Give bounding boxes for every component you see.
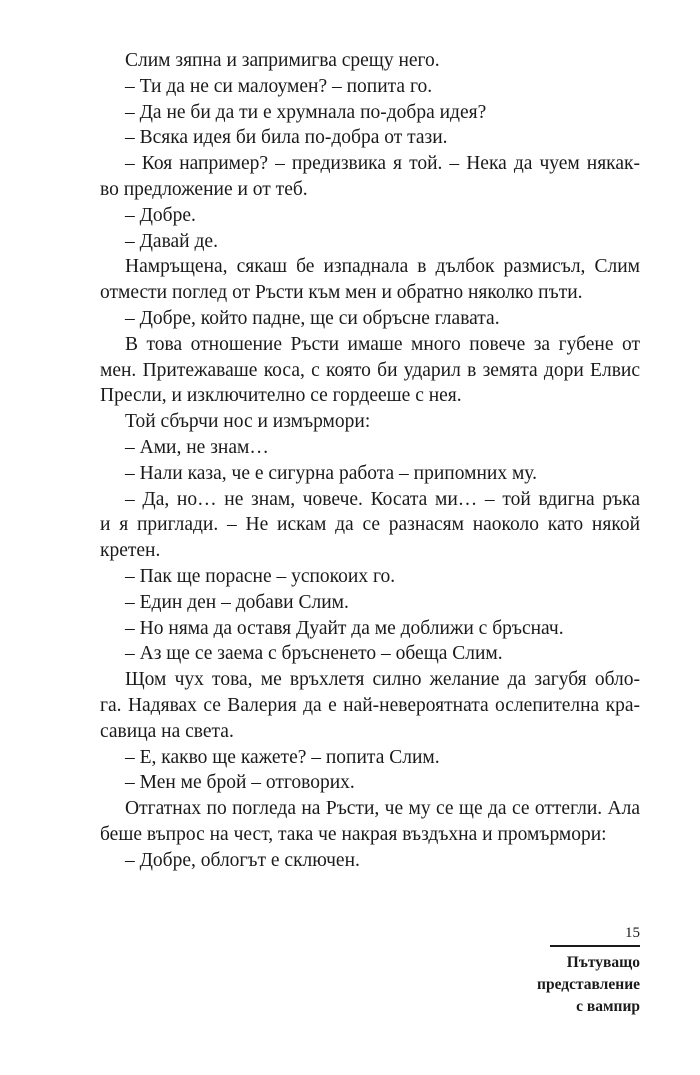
- text-line: Пресли, и изключително се гордееше с нея.: [100, 385, 462, 407]
- text-line: Щом чух това, ме връхлетя силно желание да загубя обло-: [125, 669, 640, 691]
- running-title-line: с вампир: [576, 998, 640, 1015]
- text-line: В това отношение Ръсти имаше много повече за губене от: [125, 333, 640, 355]
- text-line: Отгатнах по погледа на Ръсти, че му се ще да се оттегли. Ала: [125, 798, 640, 820]
- text-line: – Добре, който падне, ще си обръсне главата.: [125, 307, 500, 329]
- text-line: – Аз ще се заема с бръсненето – обеща Слим.: [125, 643, 503, 665]
- text-line: во предложение и от теб.: [100, 178, 308, 200]
- title-rule: [550, 945, 640, 947]
- text-line: – Нали каза, че е сигурна работа – припомних му.: [125, 462, 537, 484]
- text-line: – Всяка идея би била по-добра от тази.: [125, 127, 448, 149]
- text-line: – Е, какво ще кажете? – попита Слим.: [125, 746, 440, 768]
- text-line: и я приглади. – Не искам да се разнасям наоколо като някой: [100, 514, 640, 536]
- body-text: [100, 48, 640, 874]
- page-number: 15: [625, 925, 640, 941]
- text-line: – Ами, не знам…: [125, 436, 269, 458]
- text-line: беше въпрос на чест, така че накрая въздъхна и промърмори:: [100, 823, 607, 845]
- text-line: – Да не би да ти е хрумнала по-добра идея?: [125, 101, 487, 123]
- text-line: отмести поглед от Ръсти към мен и обратно няколко пъти.: [100, 282, 583, 304]
- text-line: Той сбърчи нос и измърмори:: [125, 411, 371, 433]
- text-line: – Добре.: [125, 204, 196, 226]
- text-line: – Пак ще порасне – успокоих го.: [125, 565, 396, 587]
- running-title-line: Пътуващо: [566, 954, 640, 971]
- running-title-line: представление: [537, 976, 640, 993]
- text-line: – Но няма да оставя Дуайт да ме доближи с бръснач.: [125, 617, 564, 639]
- text-line: Слим зяпна и запримигва срещу него.: [125, 50, 440, 71]
- text-line: – Мен ме брой – отговорих.: [125, 772, 355, 794]
- running-title: [480, 952, 640, 1018]
- text-line: – Добре, облогът е сключен.: [125, 849, 360, 871]
- text-line: – Коя например? – предизвика я той. – Нека да чуем някак-: [125, 153, 640, 175]
- text-line: савица на света.: [100, 720, 234, 742]
- text-line: – Давай де.: [125, 230, 218, 252]
- text-line: – Един ден – добави Слим.: [125, 591, 349, 613]
- text-line: – Да, но… не знам, човече. Косата ми… – той вдигна ръка: [125, 488, 640, 510]
- text-line: Намръщена, сякаш бе изпаднала в дълбок размисъл, Слим: [125, 256, 640, 278]
- text-line: кретен.: [100, 540, 161, 562]
- text-line: га. Надявах се Валерия да е най-невероятната ослепителна кра-: [100, 694, 640, 716]
- text-line: – Ти да не си малоумен? – попита го.: [125, 75, 433, 97]
- text-line: мен. Притежаваше коса, с която би ударил в земята дори Елвис: [100, 359, 640, 381]
